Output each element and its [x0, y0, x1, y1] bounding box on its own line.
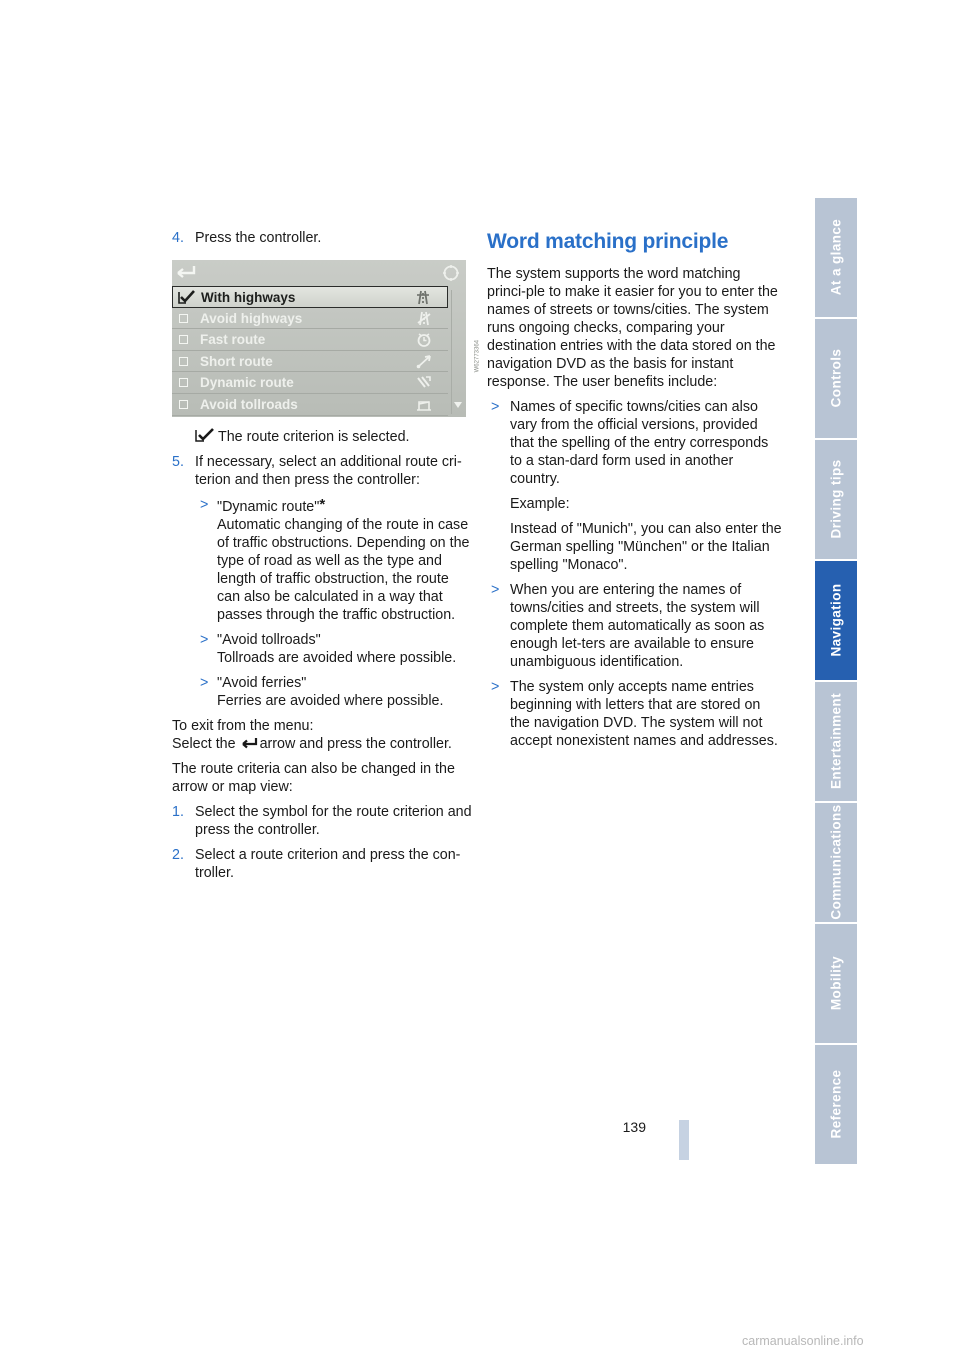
tab-label: At a glance [828, 219, 844, 296]
tab-label: Navigation [828, 583, 844, 657]
bullet-glyph: > [491, 679, 500, 695]
selected-note-text: The route criterion is selected. [218, 429, 410, 445]
right-column [487, 229, 783, 757]
highway-icon [415, 290, 431, 305]
bullet-text: Tollroads are avoided where possible. [217, 650, 457, 666]
bullet-glyph: > [200, 497, 209, 513]
tab-label: Communications [828, 804, 844, 920]
checkbox-icon [179, 314, 188, 323]
tab-mobility[interactable] [815, 924, 857, 1043]
route-option-label: Dynamic route [200, 375, 294, 391]
route-option-with-highways[interactable] [172, 286, 448, 308]
exit-line-2-pre: Select the [172, 736, 236, 752]
bullet-spelling-variants [487, 398, 783, 488]
example-label: Example: [510, 496, 570, 512]
bullet-title: "Avoid ferries" [217, 675, 307, 691]
exit-line-2-post: arrow and press the controller. [259, 736, 452, 752]
tab-reference[interactable] [815, 1045, 857, 1164]
step-1 [172, 803, 472, 839]
route-option-label: Avoid tollroads [200, 396, 298, 412]
checkmark-icon [195, 428, 215, 442]
route-option-short-route[interactable] [172, 351, 448, 373]
image-code: W62773364 [474, 340, 480, 373]
exit-line-1: To exit from the menu: [172, 718, 314, 734]
bullet-avoid-ferries [172, 674, 472, 710]
step-text: Select the symbol for the route criterion and press the controller. [195, 804, 472, 838]
tab-label: Entertainment [828, 693, 844, 790]
step-text: Select a route criterion and press the con-troller. [195, 847, 461, 881]
route-criteria-list [172, 286, 448, 416]
toll-icon [416, 397, 432, 412]
chapter-tabs [815, 198, 857, 1166]
left-column [172, 229, 480, 889]
intro-paragraph: The system supports the word matching princi-ple to make it easier for you to enter the names of streets or towns/cities. The system runs ongoing checks, comparing your destination entries with the data stored on the navigation DVD as the basis for instant response. The user benefits include: [487, 266, 778, 390]
bullet-title: "Dynamic route" [217, 499, 320, 515]
route-option-label: With highways [201, 290, 296, 305]
tab-entertainment[interactable] [815, 682, 857, 801]
bullet-autocomplete [487, 581, 783, 671]
step-number: 1. [172, 804, 184, 820]
route-option-dynamic-route[interactable] [172, 372, 448, 394]
bullet-text: Names of specific towns/cities can also vary from the official versions, provided that the spelling of the entry corresponds to a stan-dard form used in another country. [510, 399, 769, 487]
bullet-title: "Avoid tollroads" [217, 632, 321, 648]
step-4 [172, 229, 472, 247]
bullet-glyph: > [491, 399, 500, 415]
tab-label: Driving tips [828, 459, 844, 539]
route-option-fast-route[interactable] [172, 329, 448, 351]
route-option-label: Avoid highways [200, 310, 303, 326]
step-number: 2. [172, 847, 184, 863]
tab-label: Controls [828, 348, 844, 408]
bullet-text: Ferries are avoided where possible. [217, 693, 444, 709]
scroll-down-icon [454, 402, 462, 408]
tab-driving-tips[interactable] [815, 440, 857, 559]
checkbox-icon [179, 378, 188, 387]
change-paragraph: The route criteria can also be changed in the arrow or map view: [172, 761, 455, 795]
tab-label: Reference [828, 1069, 844, 1139]
bullet-text: The system only accepts name entries beginning with letters that are stored on the navigation DVD. The system will not accept nonexistent names and addresses. [510, 679, 778, 749]
watermark: carmanualsonline.info [742, 1334, 864, 1348]
controller-knob-icon [442, 264, 460, 282]
page-marker-bar [679, 1120, 689, 1160]
step-number: 5. [172, 454, 184, 470]
tab-navigation[interactable] [815, 561, 857, 680]
tab-controls[interactable] [815, 319, 857, 438]
route-option-avoid-highways[interactable] [172, 308, 448, 330]
back-arrow-icon [176, 264, 198, 280]
checkmark-icon [178, 290, 196, 304]
route-option-label: Short route [200, 353, 273, 369]
exit-line-2 [172, 735, 472, 753]
clock-icon [416, 332, 432, 347]
route-criteria-screen [172, 260, 480, 417]
example-text: Instead of "Munich", you can also enter the German spelling "München" or the Italian spelling "Monaco". [510, 521, 782, 573]
exit-instructions [172, 717, 472, 753]
route-option-label: Fast route [200, 332, 266, 348]
bullet-text: When you are entering the names of towns/cities and streets, the system will complete them automatically as soon as enough let-ters are available to ensure unambiguous identification. [510, 582, 765, 670]
diagonal-arrow-icon [416, 354, 432, 369]
bullet-dynamic-route [172, 496, 472, 624]
step-number: 4. [172, 230, 184, 246]
scrollbar[interactable] [451, 290, 463, 414]
selected-note [172, 428, 472, 446]
page-number: 139 [622, 1119, 646, 1135]
tab-communications[interactable] [815, 803, 857, 922]
step-5 [172, 453, 472, 489]
checkbox-icon [179, 400, 188, 409]
route-option-avoid-tollroads[interactable] [172, 394, 448, 416]
avoid-highway-icon [416, 311, 432, 326]
tab-label: Mobility [828, 956, 844, 1011]
traffic-icon [416, 375, 432, 390]
bullet-text: Automatic changing of the route in case of traffic obstructions. Depending on the type of road as well as the type and length of traffic obstruction, the route can also be calculated in a way that passes through the traffic obstruction. [217, 517, 470, 623]
back-arrow-icon [241, 737, 259, 749]
bullet-glyph: > [200, 632, 209, 648]
bullet-glyph: > [491, 582, 500, 598]
checkbox-icon [179, 335, 188, 344]
step-text: If necessary, select an additional route cri-terion and then press the controller: [195, 454, 462, 488]
optional-equipment-star: * [319, 496, 326, 513]
bullet-valid-entries [487, 678, 783, 750]
bullet-avoid-tollroads [172, 631, 472, 667]
step-text: Press the controller. [195, 230, 322, 246]
bullet-glyph: > [200, 675, 209, 691]
tab-at-a-glance[interactable] [815, 198, 857, 317]
screen-header [172, 260, 466, 286]
section-heading: Word matching principle [487, 230, 729, 253]
checkbox-icon [179, 357, 188, 366]
step-2 [172, 846, 472, 882]
